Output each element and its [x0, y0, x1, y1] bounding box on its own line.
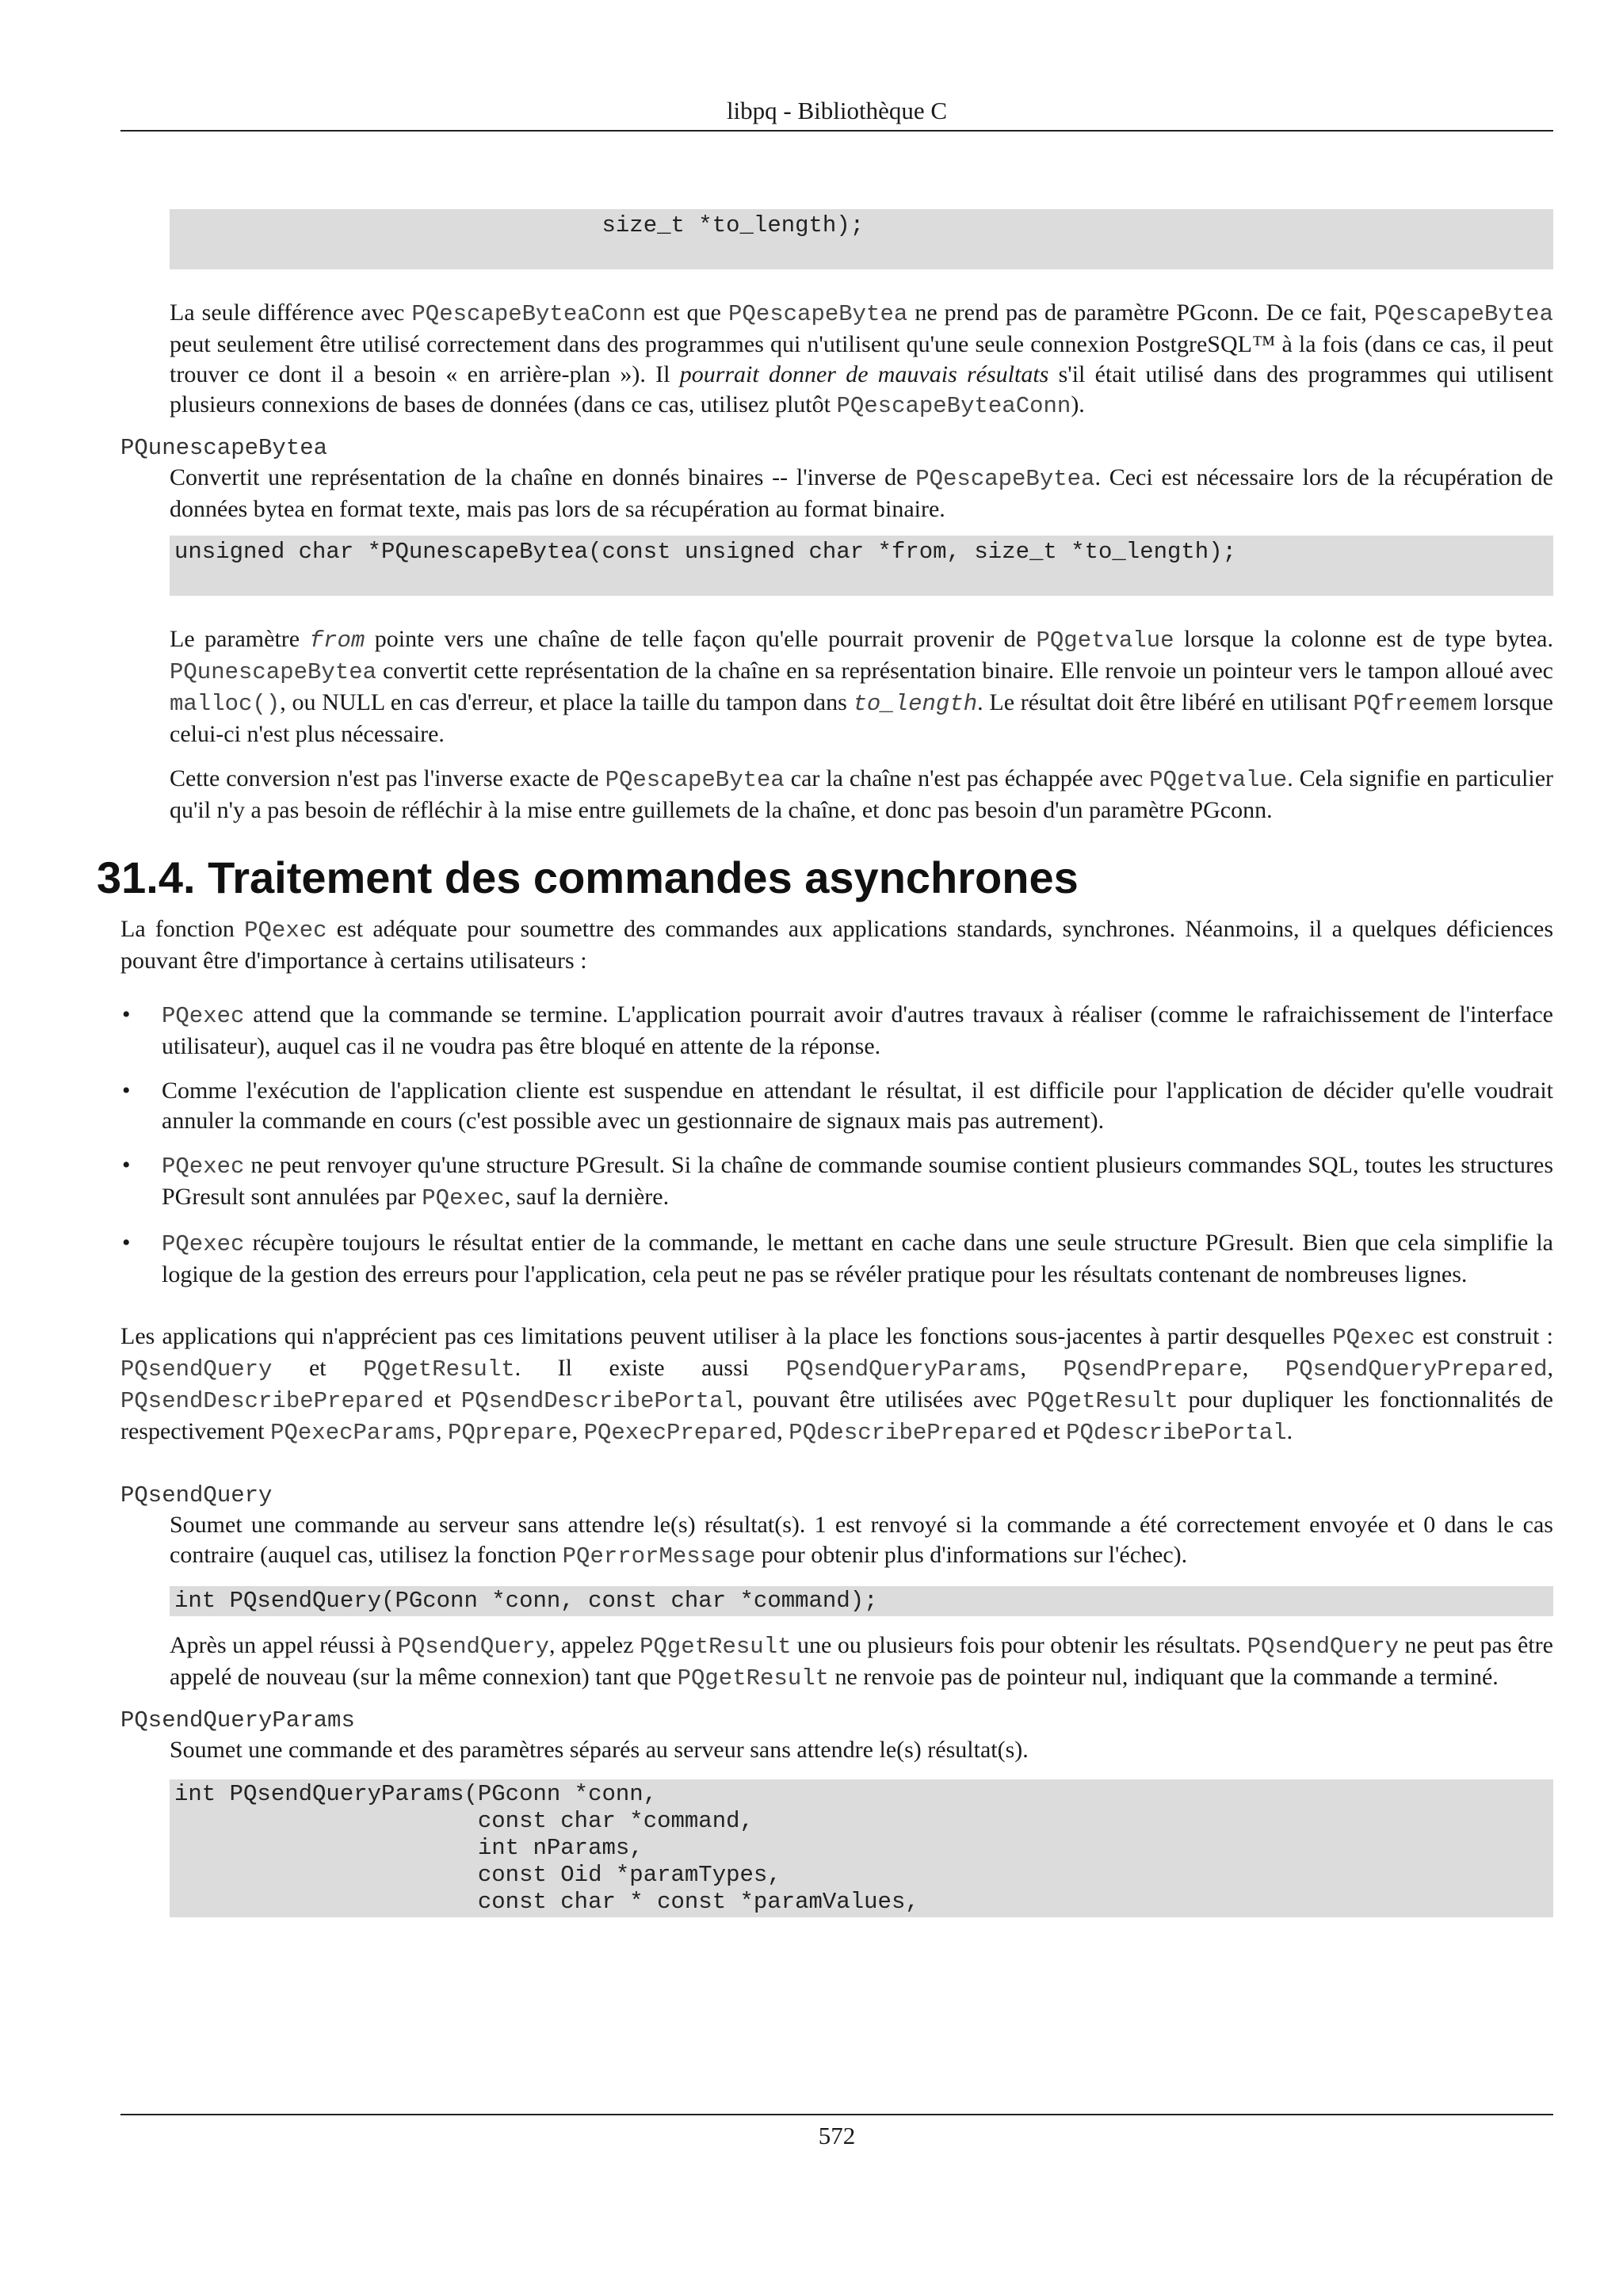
- header-rule: [120, 130, 1553, 132]
- footer-rule: [120, 2114, 1553, 2115]
- desc-pqunescapebytea: Convertit une représentation de la chaîne en donnés binaires -- l'inverse de PQescapeBytea. Ceci est nécessaire lors de la récupération de données bytea en format texte, mais pas lors de sa récupération au format binaire. unsigned char *PQunescapeBytea(const unsigned char *from, size_t *to_length); Le paramètre from pointe vers une chaîne de telle façon qu'elle pourrait provenir de PQgetvalue lorsque la colonne est de type bytea. PQunescapeBytea convertit cette représentation de la chaîne en sa représentation binaire. Elle renvoie un pointeur vers le tampon alloué avec malloc(), ou NULL en cas d'erreur, et place la taille du tampon dans to_length. Le résultat doit être libéré en utilisant PQfreemem lorsque celui-ci n'est plus nécessaire. Cette conversion n'est pas l'inverse exacte de PQescapeBytea car la chaîne n'est pas échappée avec PQgetvalue. Cela signifie en particulier qu'il n'y a pas besoin de réfléchir à la mise entre guillemets de la chaîne, et donc pas besoin d'un paramètre PGconn.: [170, 463, 1553, 826]
- paragraph-async-functions: Les applications qui n'apprécient pas ces limitations peuvent utiliser à la place les fonctions sous-jacentes à partir desquelles PQexec est construit : PQsendQuery et PQgetResult. Il existe aussi PQsendQueryParams, PQsendPrepare, PQsendQueryPrepared, PQsendDescribePrepared et PQsendDescribePortal, pouvant être utilisées avec PQgetResult pour dupliquer les fonctionnalités de respectivement PQexecParams, PQprepare, PQexecPrepared, PQdescribePrepared et PQdescribePortal.: [120, 1323, 1554, 1446]
- term-pqsendqueryparams: PQsendQueryParams: [120, 1707, 355, 1733]
- code-block-continuation: [170, 209, 1553, 269]
- desc-text: Soumet une commande et des paramètres séparés au serveur sans attendre le(s) résultat(s).: [170, 1737, 1029, 1763]
- code-to-length: size_t *to_length);: [170, 209, 1553, 269]
- code-pqsendquery: int PQsendQuery(PGconn *conn, const char *command);: [170, 1586, 1553, 1616]
- paragraph-conversion-note: Cette conversion n'est pas l'inverse exacte de PQescapeBytea car la chaîne n'est pas échappée avec PQgetvalue. Cela signifie en particulier qu'il n'y a pas besoin de réfléchir à la mise entre guillemets de la chaîne, et donc pas besoin d'un paramètre PGconn.: [170, 765, 1554, 823]
- desc-pqsendqueryparams: [170, 1735, 1553, 1917]
- code-pqsendqueryparams: int PQsendQueryParams(PGconn *conn, const char *command, int nParams, const Oid *paramTypes, const char * const *paramValues,: [170, 1779, 1553, 1917]
- code-pqunescapebytea: unsigned char *PQunescapeBytea(const unsigned char *from, size_t *to_length);: [170, 536, 1553, 596]
- running-header: libpq - Bibliothèque C: [726, 97, 948, 124]
- bullet-icon: •: [122, 1001, 131, 1028]
- paragraph-after-sendquery: Après un appel réussi à PQsendQuery, appelez PQgetResult une ou plusieurs fois pour obtenir les résultats. PQsendQuery ne peut pas être appelé de nouveau (sur la même connexion) tant que PQgetResult ne renvoie pas de pointeur nul, indiquant que la commande a terminé.: [170, 1632, 1553, 1691]
- bullet-icon: •: [122, 1077, 131, 1104]
- paragraph-from-param: Le paramètre from pointe vers une chaîne de telle façon qu'elle pourrait provenir de PQgetvalue lorsque la colonne est de type bytea. PQunescapeBytea convertit cette représentation de la chaîne en sa représentation binaire. Elle renvoie un pointeur vers le tampon alloué avec malloc(), ou NULL en cas d'erreur, et place la taille du tampon dans to_length. Le résultat doit être libéré en utilisant PQfreemem lorsque celui-ci n'est plus nécessaire.: [170, 626, 1553, 747]
- term-pqunescapebytea: PQunescapeBytea: [120, 435, 328, 461]
- bullet-icon: •: [122, 1152, 131, 1178]
- paragraph-escapebytea-difference: La seule différence avec PQescapeByteaConn est que PQescapeBytea ne prend pas de paramètre PGconn. De ce fait, PQescapeBytea peut seulement être utilisé correctement dans des programmes qui n'utilisent qu'une seule connexion PostgreSQL™ à la fois (dans ce cas, il peut trouver ce dont il a besoin « en arrière-plan »). Il pourrait donner de mauvais résultats s'il était utilisé dans des programmes qui utilisent plusieurs connexions de bases de données (dans ce cas, utilisez plutôt PQescapeByteaConn).: [170, 299, 1554, 419]
- page-content: [97, 209, 1554, 1917]
- list-item: • PQexec ne peut renvoyer qu'une structure PGresult. Si la chaîne de commande soumise contient plusieurs commandes SQL, toutes les structures PGresult sont annulées par PQexec, sauf la dernière.: [122, 1152, 1553, 1211]
- paragraph-pqexec-intro: La fonction PQexec est adéquate pour soumettre des commandes aux applications standards, synchrones. Néanmoins, il a quelques déficiences pouvant être d'importance à certains utilisateurs :: [120, 916, 1553, 974]
- list-item: • Comme l'exécution de l'application cliente est suspendue en attendant le résultat, il est difficile pour l'application de décider qu'elle voudrait annuler la commande en cours (c'est possible avec un gestionnaire de signaux mais pas autrement).: [122, 1077, 1553, 1134]
- term-pqsendquery: PQsendQuery: [120, 1482, 273, 1508]
- list-item: • PQexec attend que la commande se termine. L'application pourrait avoir d'autres travaux à réaliser (comme le rafraichissement de l'interface utilisateur), auquel cas il ne voudra pas être bloqué en attente de la réponse.: [122, 1001, 1553, 1059]
- list-item: • PQexec récupère toujours le résultat entier de la commande, le mettant en cache dans une seule structure PGresult. Bien que cela simplifie la logique de la gestion des erreurs pour l'application, cela peut ne pas se révéler pratique pour les résultats contenant de nombreuses lignes.: [122, 1230, 1553, 1287]
- desc-pqsendquery: Soumet une commande au serveur sans attendre le(s) résultat(s). 1 est renvoyé si la commande a été correctement envoyée et 0 dans le cas contraire (auquel cas, utilisez la fonction PQerrorMessage pour obtenir plus d'informations sur l'échec). int PQsendQuery(PGconn *conn, const char *command); Après un appel réussi à PQsendQuery, appelez PQgetResult une ou plusieurs fois pour obtenir les résultats. PQsendQuery ne peut pas être appelé de nouveau (sur la même connexion) tant que PQgetResult ne renvoie pas de pointeur nul, indiquant que la commande a terminé.: [170, 1510, 1553, 1694]
- section-heading: 31.4. Traitement des commandes asynchrones: [97, 852, 1079, 902]
- page-number: 572: [818, 2122, 856, 2149]
- limitations-list: [120, 1000, 1553, 1290]
- bullet-icon: •: [122, 1230, 131, 1256]
